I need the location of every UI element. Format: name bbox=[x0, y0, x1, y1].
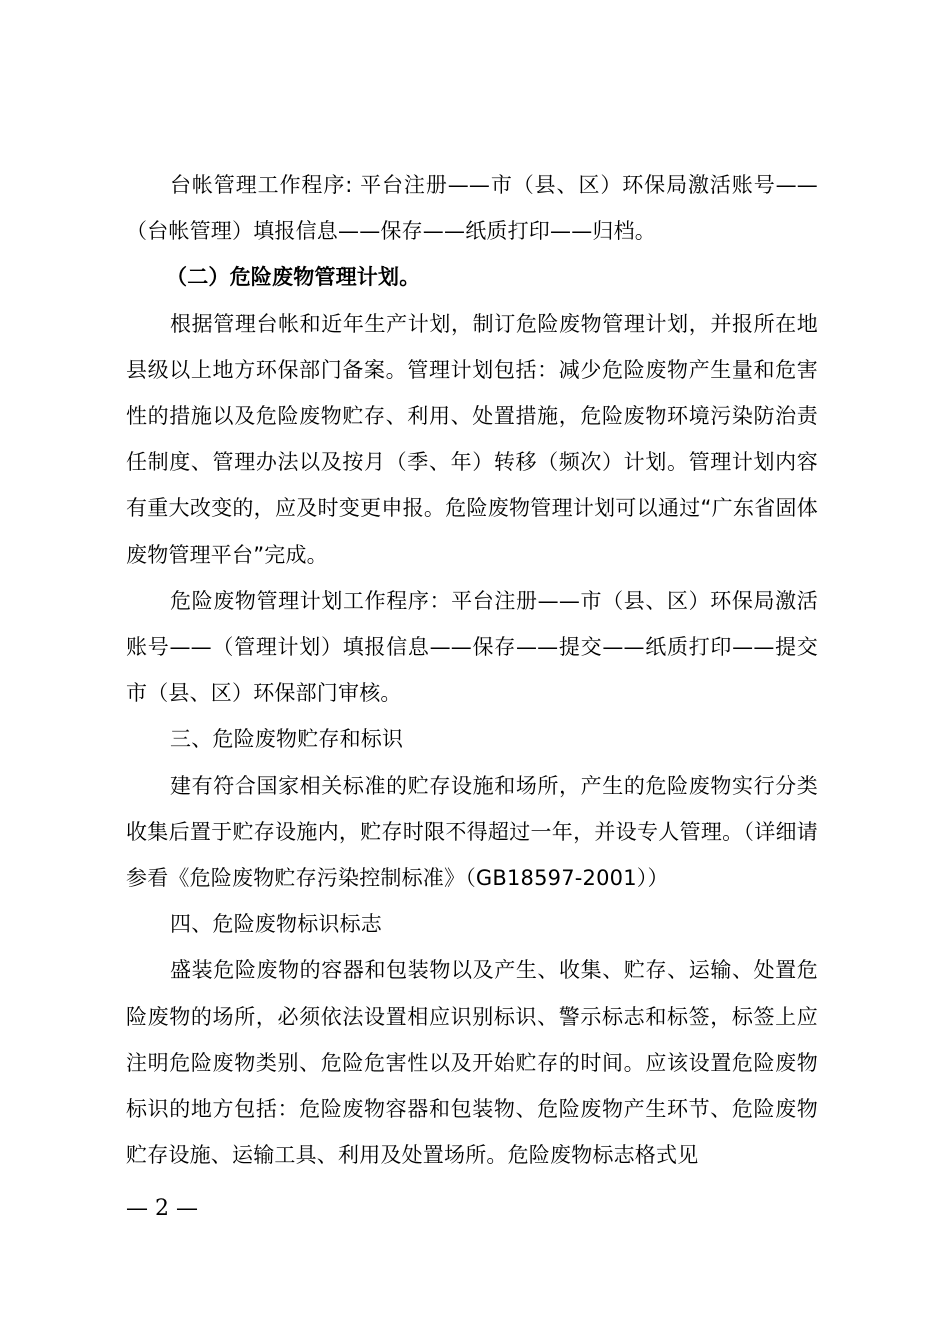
section-heading-management-plan: （二）危险废物管理计划。 bbox=[166, 265, 421, 290]
paragraph-storage-body: 建有符合国家相关标准的贮存设施和场所，产生的危险废物实行分类收集后置于贮存设施内，贮存时限不得超过一年，并设专人管理。（详细请参看《危险废物贮存污染控制标准》（GB18597-2001）） bbox=[126, 773, 818, 891]
section-heading-marking: 四、危险废物标识标志 bbox=[170, 912, 382, 937]
paragraph-plan-procedure: 危险废物管理计划工作程序：平台注册——市（县、区）环保局激活账号——（管理计划）填报信息——保存——提交——纸质打印——提交市（县、区）环保部门审核。 bbox=[126, 588, 818, 706]
paragraph-ledger-procedure: 台帐管理工作程序: 平台注册——市（县、区）环保局激活账号——（台帐管理）填报信息——保存——纸质打印——归档。 bbox=[126, 173, 818, 244]
document-body bbox=[126, 162, 818, 1178]
paragraph-plan-body: 根据管理台帐和近年生产计划，制订危险废物管理计划，并报所在地县级以上地方环保部门备案。管理计划包括：减少危险废物产生量和危害性的措施以及危险废物贮存、利用、处置措施，危险废物环境污染防治责任制度、管理办法以及按月（季、年）转移（频次）计划。管理计划内容有重大改变的，应及时变更申报。危险废物管理计划可以通过“广东省固体废物管理平台”完成。 bbox=[126, 311, 818, 567]
section-heading-storage: 三、危险废物贮存和标识 bbox=[170, 727, 404, 752]
page-number: — 2 — bbox=[126, 1196, 198, 1221]
paragraph-marking-body: 盛装危险废物的容器和包装物以及产生、收集、贮存、运输、处置危险废物的场所，必须依法设置相应识别标识、警示标志和标签，标签上应注明危险废物类别、危险危害性以及开始贮存的时间。应该设置危险废物标识的地方包括：危险废物容器和包装物、危险废物产生环节、危险废物贮存设施、运输工具、利用及处置场所。危险废物标志格式见 bbox=[126, 958, 818, 1168]
